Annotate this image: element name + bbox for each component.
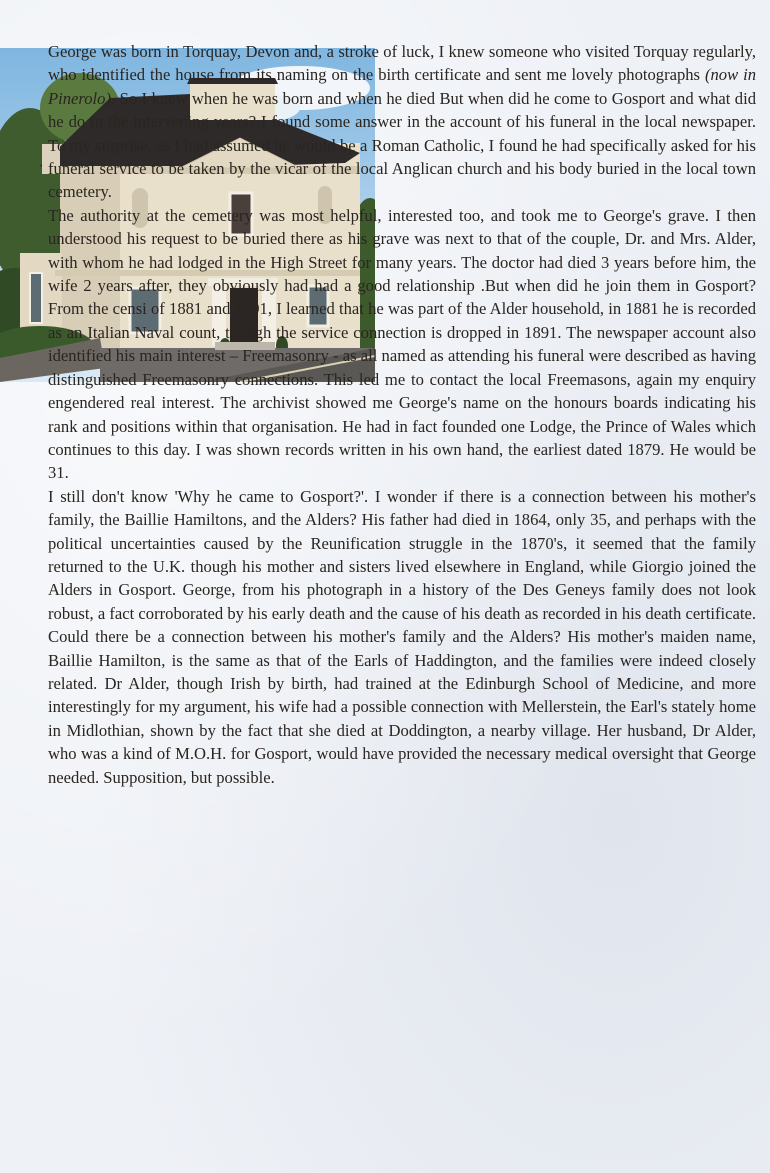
article-text bbox=[48, 40, 756, 789]
intro-paragraph bbox=[48, 40, 756, 204]
paragraph-cemetery: The authority at the cemetery was most helpful, interested too, and took me to George's grave. I then understood his request to be buried there as his grave was next to that of the couple, Dr. and Mrs. Alder, with whom he had lodged in the High Street for many years. The doctor had died 3 years before him, the wife 2 years after, they obviously had had a good relationship .But when did he join them in Gosport? From the censi of 1881 and 1891, I learned that he was part of the Alder household, in 1881 he is recorded as an Italian Naval count, though the service connection is dropped in 1891. The newspaper account also identified his main interest – Freemasonry - as all named as attending his funeral were described as having distinguished Freemasonry connections. This led me to contact the local Freemasons, again my enquiry engendered real interest. The archivist showed me George's name on the honours boards indicating his rank and positions within that organisation. He had in fact founded one Lodge, the Prince of Wales which continues to this day. I was shown records written in his own hand, the earliest dated 1879. He would be 31. bbox=[48, 205, 756, 483]
intro-text-after: . So I knew when he was born and when he died But when did he come to Gosport and what did he do in the intervening years? I found some answer in the account of his funeral in the local newspaper. To my surprise, as I had assumed he would be a Roman Catholic, I found he had specifically asked for his funeral service to be taken by the vicar of the local Anglican church and his body buried in the local town cemetery. bbox=[48, 88, 756, 202]
intro-italic-note: (now in Pinerolo) bbox=[48, 65, 756, 108]
intro-text-before: George was born in Torquay, Devon and, a stroke of luck, I knew someone who visited Torquay regularly, who identified the house from its naming on the birth certificate and sent me lovely photographs bbox=[48, 42, 756, 85]
paragraph-gosport: I still don't know 'Why he came to Gosport?'. I wonder if there is a connection between his mother's family, the Baillie Hamiltons, and the Alders? His father had died in 1864, only 35, and perhaps with the political uncertainties caused by the Reunification struggle in the 1870's, it seemed that the family returned to the U.K. though his mother and sisters lived elsewhere in England, while Giorgio joined the Alders in Gosport. George, from his photograph in a history of the Des Geneys family does not look robust, a fact corroborated by his early death and the cause of his death as recorded in his death certificate. Could there be a connection between his mother's family and the Alders? His mother's maiden name, Baillie Hamilton, is the same as that of the Earls of Haddington, and the families were indeed closely related. Dr Alder, though Irish by birth, had trained at the Edinburgh School of Medicine, and more interestingly for my argument, his wife had a possible connection with Mellerstein, the Earl's stately home in Midlothian, shown by the fact that she died at Doddington, a nearby village. Her husband, Dr Alder, who was a kind of M.O.H. for Gosport, would have provided the necessary medical oversight that George needed. Supposition, but possible. bbox=[48, 486, 756, 787]
